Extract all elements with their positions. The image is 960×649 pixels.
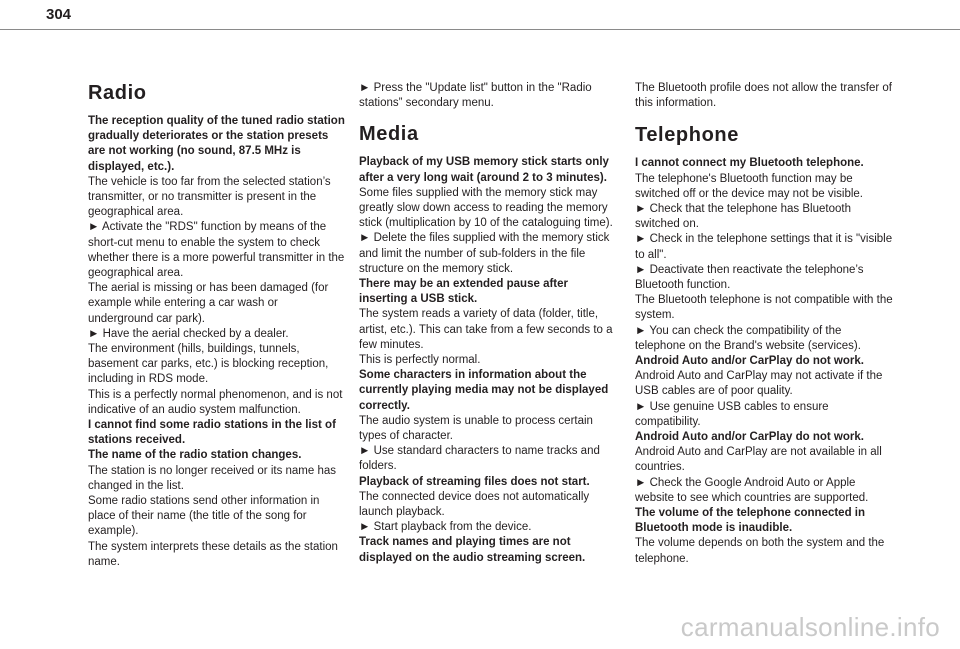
answer-text: The system interprets these details as the station name. <box>88 540 338 568</box>
section-title: Media <box>359 123 419 146</box>
answer-text: The Bluetooth telephone is not compatible with the system. <box>635 294 893 322</box>
answer-text: Some radio stations send other information in place of their name (the title of the song for example). <box>88 495 320 538</box>
section-title: Telephone <box>635 124 739 147</box>
answer-text: ► Deactivate then reactivate the telephone’s Bluetooth function. <box>635 263 864 292</box>
answer-text: ► Check the Google Android Auto or Apple website to see which countries are supported. <box>635 476 869 504</box>
column-1 <box>88 81 346 570</box>
answer-text: The system reads a variety of data (folder, title, artist, etc.). This can take from a few seconds to a few minutes. <box>359 308 613 351</box>
question-heading: The name of the radio station changes. <box>88 449 302 462</box>
answer-text: ► Use genuine USB cables to ensure compatibility. <box>635 400 829 428</box>
question-heading: The volume of the telephone connected in Bluetooth mode is inaudible. <box>635 507 866 535</box>
header-divider <box>0 29 960 30</box>
answer-text: ► Press the "Update list" button in the "Radio stations” secondary menu. <box>359 82 592 110</box>
answer-text: ► Start playback from the device. <box>359 521 532 534</box>
question-heading: I cannot connect my Bluetooth telephone. <box>635 157 864 170</box>
page-number: 304 <box>46 6 72 23</box>
answer-text: The vehicle is too far from the selected station’s transmitter, or no transmitter is present in the geographical area. <box>88 175 331 219</box>
question-heading: There may be an extended pause after inserting a USB stick. <box>359 278 568 306</box>
column-3 <box>635 81 893 567</box>
answer-text: Android Auto and CarPlay are not available in all countries. <box>635 446 882 474</box>
answer-text: ► Use standard characters to name tracks and folders. <box>359 445 600 473</box>
answer-text: This is a perfectly normal phenomenon, and is not indicative of an audio system malfunction. <box>88 388 343 416</box>
answer-text: ► Activate the "RDS" function by means of the short-cut menu to enable the system to check whether there is a more powerful transmitter in the geographical area. <box>88 221 345 280</box>
question-heading: Android Auto and/or CarPlay do not work. <box>635 431 864 444</box>
question-heading: Playback of streaming files does not start. <box>359 475 590 488</box>
answer-text: Some files supplied with the memory stick may greatly slow down access to reading the memory stick (multiplication by 10 of the cataloguing time). <box>359 186 613 230</box>
question-heading: I cannot find some radio stations in the list of stations received. <box>88 419 336 447</box>
question-heading: Playback of my USB memory stick starts only after a very long wait (around 2 to 3 minutes). <box>359 156 609 184</box>
answer-text: The Bluetooth profile does not allow the transfer of this information. <box>635 82 892 110</box>
answer-text: The volume depends on both the system and the telephone. <box>635 537 885 565</box>
answer-text: This is perfectly normal. <box>359 354 481 367</box>
answer-text: The aerial is missing or has been damaged (for example while entering a car wash or underground car park). <box>88 282 329 325</box>
question-heading: Some characters in information about the currently playing media may not be displayed correctly. <box>359 369 609 412</box>
question-heading: Android Auto and/or CarPlay do not work. <box>635 355 864 368</box>
section-title: Radio <box>88 82 147 104</box>
question-heading: Track names and playing times are not displayed on the audio streaming screen. <box>359 536 586 564</box>
answer-text: ► Have the aerial checked by a dealer. <box>88 327 289 340</box>
answer-text: Android Auto and CarPlay may not activate if the USB cables are of poor quality. <box>635 370 883 398</box>
answer-text: The connected device does not automatically launch playback. <box>359 490 590 519</box>
answer-text: The station is no longer received or its name has changed in the list. <box>88 464 337 492</box>
answer-text: ► Check that the telephone has Bluetooth switched on. <box>635 203 851 231</box>
answer-text: The telephone's Bluetooth function may be switched off or the device may not be visible. <box>635 172 863 200</box>
answer-text: The environment (hills, buildings, tunnels, basement car parks, etc.) is blocking reception, including in RDS mode. <box>88 343 329 386</box>
answer-text: ► You can check the compatibility of the telephone on the Brand's website (services). <box>635 324 861 352</box>
watermark: carmanualsonline.info <box>680 612 940 642</box>
column-2 <box>359 81 619 566</box>
answer-text: ► Delete the files supplied with the memory stick and limit the number of sub-folders in the file structure on the memory stick. <box>359 232 610 275</box>
answer-text: The audio system is unable to process certain types of character. <box>359 414 593 443</box>
question-heading: The reception quality of the tuned radio station gradually deteriorates or the station presets are not working (no sound, 87.5 MHz is displayed, etc.). <box>88 115 345 173</box>
answer-text: ► Check in the telephone settings that it is "visible to all". <box>635 233 893 261</box>
